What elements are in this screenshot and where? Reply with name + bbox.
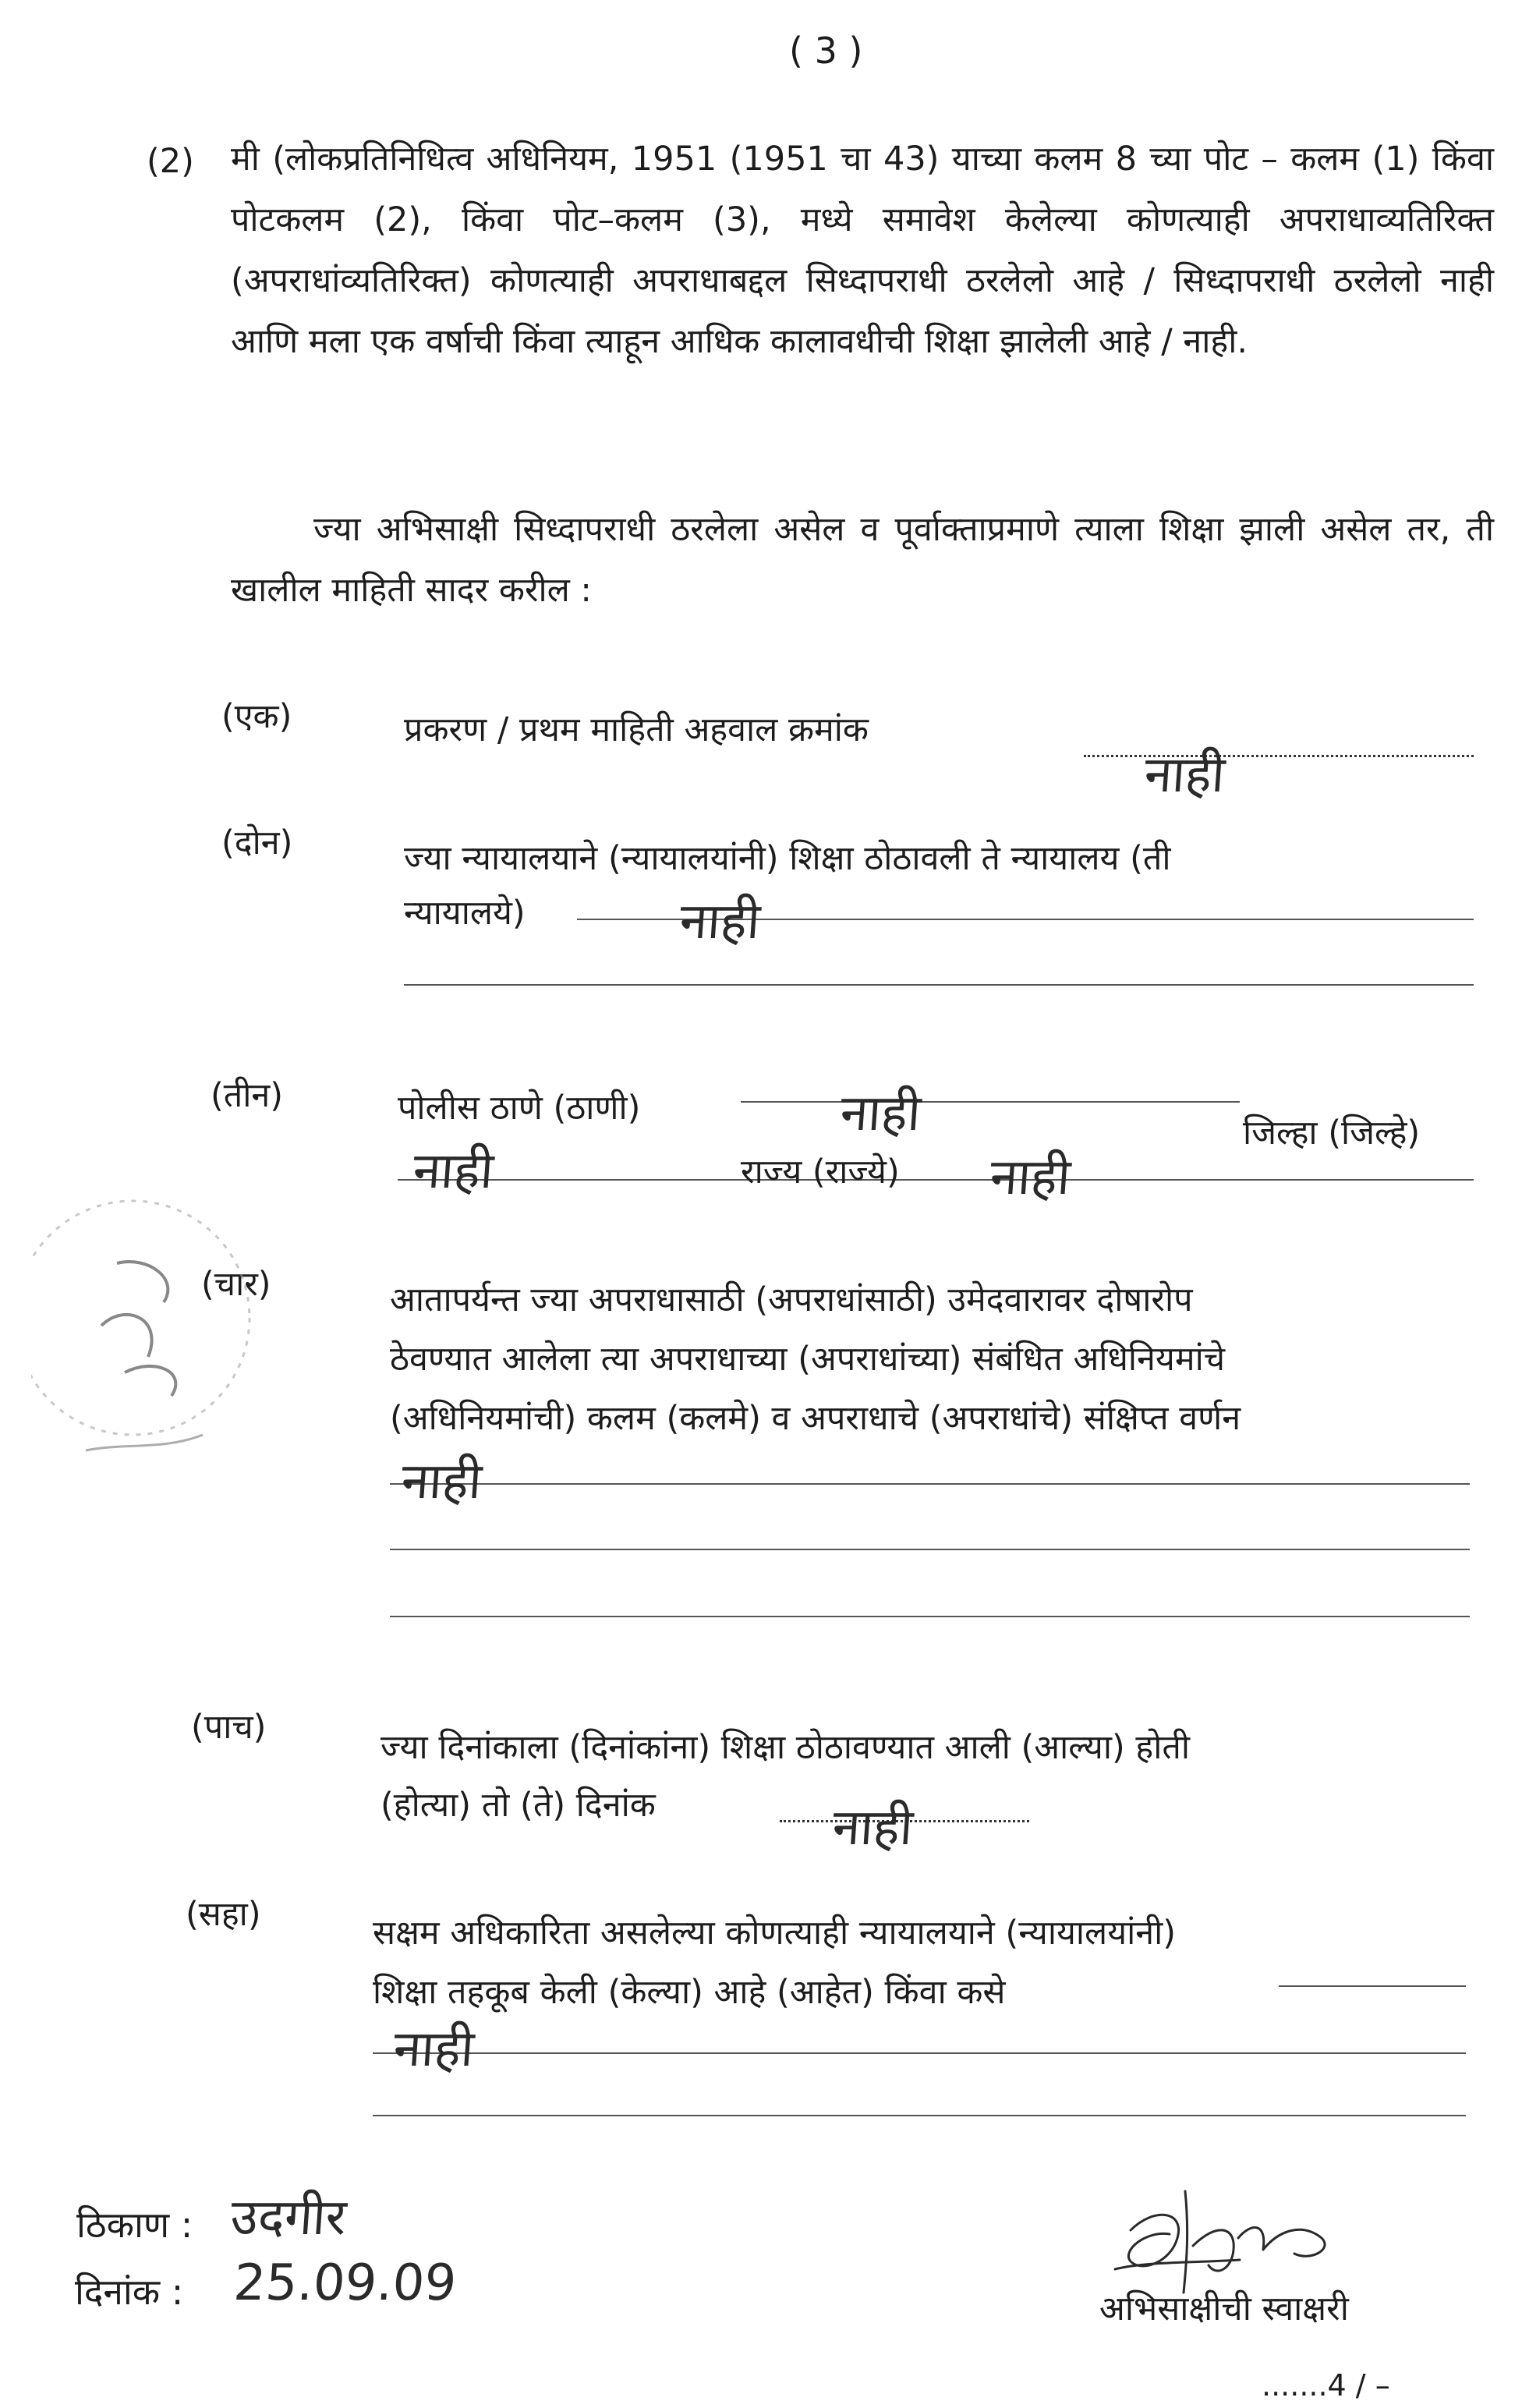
- continuation-mark: .......4 / –: [1262, 2368, 1390, 2403]
- item-two-label: (दोन): [221, 823, 293, 862]
- item-six-line2: शिक्षा तहकूब केली (केल्या) आहे (आहेत) किंवा कसे: [373, 1973, 1006, 2012]
- item-six-line-end: [1279, 1985, 1466, 1987]
- place-label: ठिकाण :: [76, 2204, 193, 2246]
- item-four-line1: आतापर्यन्त ज्या अपराधासाठी (अपराधांसाठी) उमेदवारावर दोषारोप: [390, 1280, 1193, 1319]
- district-label: जिल्हा (जिल्हे): [1243, 1114, 1421, 1153]
- item-six-answer: नाही: [391, 2020, 476, 2078]
- item-four-line2: ठेवण्यात आलेला त्या अपराधाच्या (अपराधांच्या) संबंधित अधिनियमांचे: [390, 1340, 1226, 1379]
- item-one-text: प्रकरण / प्रथम माहिती अहवाल क्रमांक: [404, 710, 869, 749]
- item-one-dotted-line: [1084, 755, 1474, 757]
- item-four-answer: नाही: [399, 1453, 484, 1510]
- date-value: 25.09.09: [232, 2254, 458, 2312]
- item-six-answer-line-2: [373, 2115, 1466, 2116]
- item-two-answer: नाही: [678, 893, 763, 951]
- item-three-label: (तीन): [211, 1076, 284, 1115]
- date-label: दिनांक :: [75, 2271, 184, 2313]
- item-two-answer-line-2: [404, 984, 1474, 986]
- police-station-line: [741, 1101, 1240, 1103]
- district-answer: नाही: [411, 1142, 496, 1200]
- item-six-answer-line: [373, 2052, 1466, 2054]
- item-four-line3: (अधिनियमांची) कलम (कलमे) व अपराधाचे (अपराधांचे) संक्षिप्त वर्णन: [390, 1399, 1241, 1438]
- item-four-answer-line-2: [390, 1549, 1470, 1550]
- note-paragraph: ज्या अभिसाक्षी सिध्दापराधी ठरलेला असेल व पूर्वाक्ताप्रमाणे त्याला शिक्षा झाली असेल तर, ती खालील माहिती सादर करील :: [231, 510, 1494, 610]
- item-two-line1: ज्या न्यायालयाने (न्यायालयांनी) शिक्षा ठोठावली ते न्यायालय (ती: [404, 839, 1171, 878]
- state-label: राज्य (राज्ये): [741, 1153, 900, 1192]
- item-four-answer-line-3: [390, 1616, 1470, 1617]
- item-four-answer-line: [390, 1483, 1470, 1485]
- official-stamp: [31, 1123, 265, 1560]
- item-five-line1: ज्या दिनांकाला (दिनांकांना) शिक्षा ठोठावण्यात आली (आल्या) होती: [380, 1728, 1191, 1767]
- place-value: उदगीर: [228, 2189, 349, 2247]
- item-five-line2: (होत्या) तो (ते) दिनांक: [380, 1786, 656, 1825]
- district-state-line: [398, 1179, 1474, 1181]
- item-one-answer: नाही: [1142, 746, 1227, 804]
- item-one-label: (एक): [221, 697, 292, 736]
- item-two-line2: न्यायालये): [404, 894, 526, 933]
- item-four-label: (चार): [201, 1265, 271, 1304]
- state-answer: नाही: [988, 1149, 1073, 1206]
- item-six-label: (सहा): [186, 1895, 261, 1934]
- item-five-answer: नाही: [830, 1799, 915, 1857]
- police-station-label: पोलीस ठाणे (ठाणी): [398, 1089, 641, 1128]
- intro-paragraph: मी (लोकप्रतिनिधित्व अधिनियम, 1951 (1951 चा 43) याच्या कलम 8 च्या पोट – कलम (1) किंवा पोटकलम (2), किंवा पोट–कलम (3), मध्ये समावेश केलेल्या कोणत्याही अपराधाव्यतिरिक्त (अपराधांव्यतिरिक्त) कोणत्याही अपराधाबद्दल सिध्दापराधी ठरलेलो आहे / सिध्दापराधी ठरलेलो नाही आणि मला एक वर्षाची किंवा त्याहून आधिक कालावधीची शिक्षा झालेली आहे / नाही.: [231, 140, 1494, 361]
- item-five-label: (पाच): [191, 1708, 267, 1747]
- item-six-line1: सक्षम अधिकारिता असलेल्या कोणत्याही न्यायालयाने (न्यायालयांनी): [373, 1914, 1177, 1953]
- signature-caption: अभिसाक्षीची स्वाक्षरी: [1099, 2289, 1349, 2328]
- page-number: ( 3 ): [789, 30, 863, 72]
- police-station-answer: नाही: [838, 1085, 923, 1142]
- intro-number: (2): [147, 142, 194, 181]
